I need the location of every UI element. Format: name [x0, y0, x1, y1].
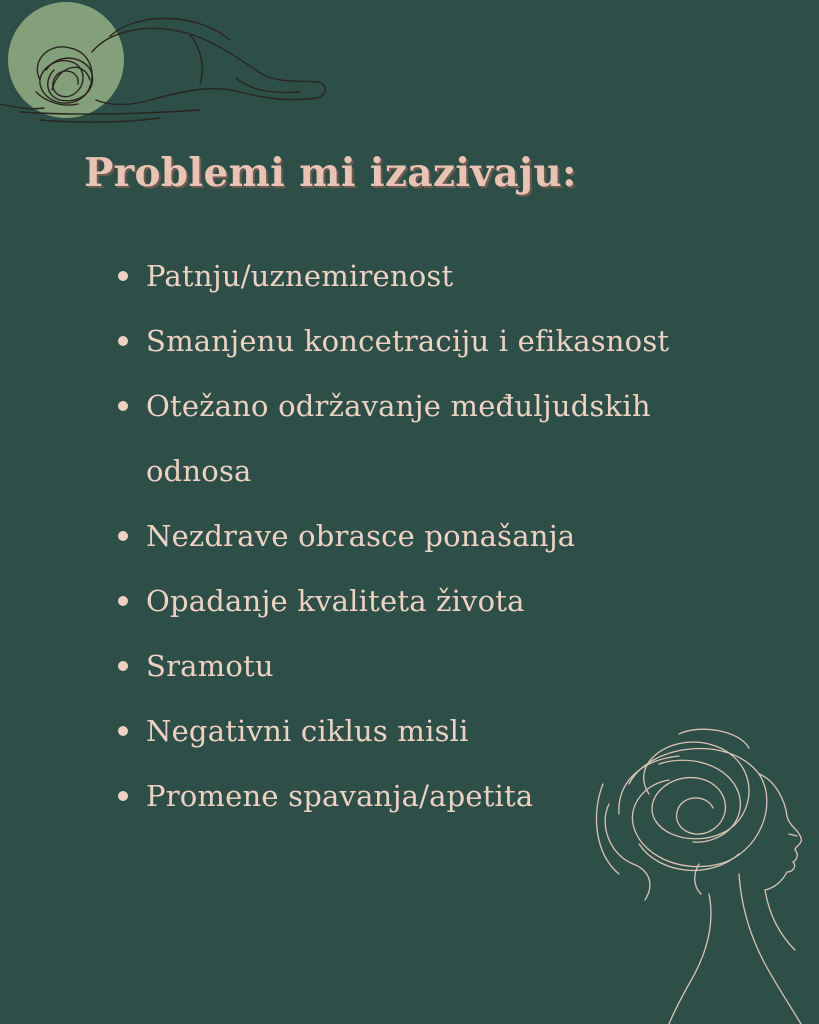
list-item	[118, 374, 758, 504]
bullet-icon	[118, 531, 128, 541]
list-item	[118, 504, 758, 569]
list-item	[118, 309, 758, 374]
bullet-icon	[118, 271, 128, 281]
page-title: Problemi mi izazivaju:	[84, 150, 577, 196]
bullet-icon	[118, 661, 128, 671]
bullet-icon	[118, 336, 128, 346]
list-item	[118, 569, 758, 634]
bullet-icon	[118, 726, 128, 736]
list-item-text: Sramotu	[146, 649, 274, 683]
list-item-text: Opadanje kvaliteta života	[146, 584, 525, 618]
list-item-text: Patnju/uznemirenost	[146, 259, 454, 293]
list-item	[118, 244, 758, 309]
tangled-head-illustration	[589, 724, 819, 1024]
bullet-icon	[118, 401, 128, 411]
bullet-icon	[118, 791, 128, 801]
reclining-figure-illustration	[0, 0, 340, 130]
list-item-text: Smanjenu koncetraciju i efikasnost	[146, 324, 670, 358]
bullet-icon	[118, 596, 128, 606]
list-item	[118, 634, 758, 699]
list-item-text: Nezdrave obrasce ponašanja	[146, 519, 576, 553]
list-item-text: Negativni ciklus misli	[146, 714, 469, 748]
list-item-text: Promene spavanja/apetita	[146, 779, 534, 813]
list-item-text: Otežano održavanje međuljudskih odnosa	[146, 389, 651, 488]
